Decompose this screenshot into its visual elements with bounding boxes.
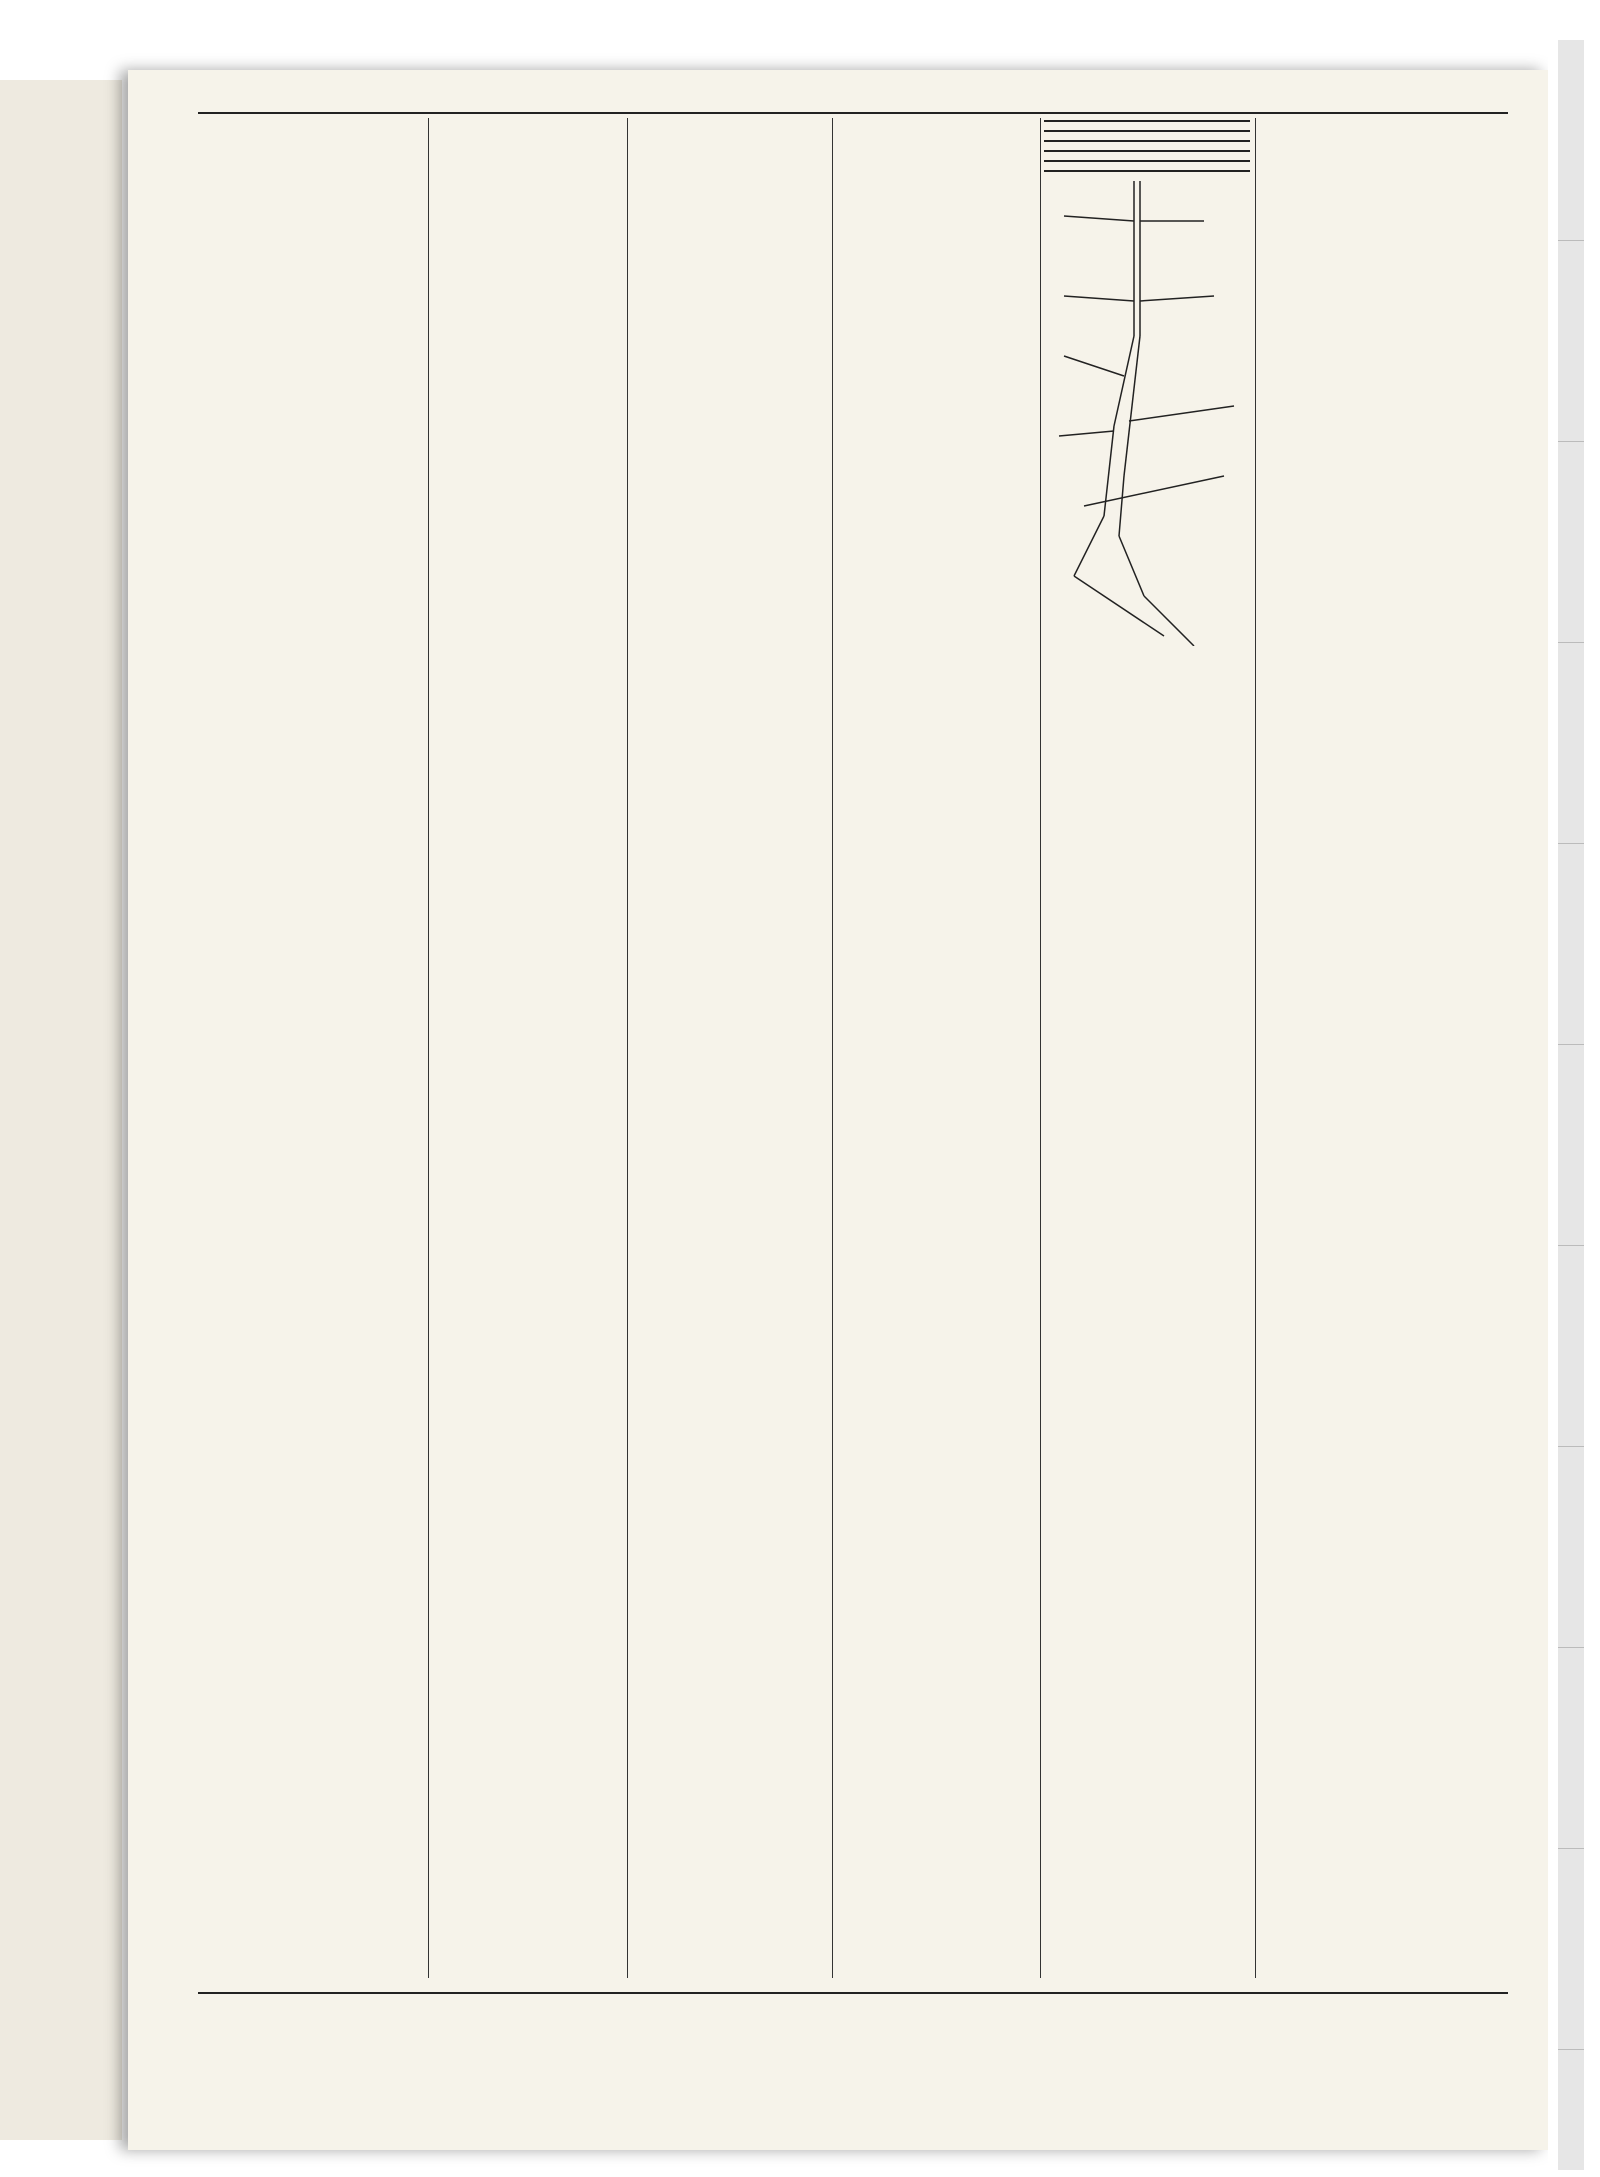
column-divider <box>428 118 429 1978</box>
street-line <box>1074 576 1164 636</box>
street-line <box>1064 296 1134 301</box>
column-3 <box>631 120 827 1980</box>
street-line <box>1059 431 1114 436</box>
street-line <box>1119 536 1144 596</box>
street-crossref-box <box>1044 120 1250 130</box>
street-line <box>1064 216 1134 221</box>
column-divider <box>1040 118 1041 1978</box>
binding-edge <box>1548 0 1600 2177</box>
street-line <box>1124 336 1140 476</box>
previous-page-edge <box>0 80 122 2140</box>
header-rule <box>198 112 1508 114</box>
column-1 <box>200 120 428 1980</box>
column-2 <box>432 120 624 1980</box>
column-4 <box>836 120 1006 1980</box>
page-header <box>198 68 1508 108</box>
street-line <box>1084 476 1224 506</box>
street-line <box>1119 476 1124 536</box>
street-crossref-box <box>1044 160 1250 170</box>
street-line <box>1129 406 1234 421</box>
street-crossref-box <box>1044 150 1250 160</box>
column-6 <box>1259 120 1491 1980</box>
street-line <box>1064 356 1124 376</box>
street-map <box>1044 176 1244 646</box>
street-line <box>1104 426 1114 516</box>
footer-rule <box>198 1992 1508 1994</box>
column-divider <box>627 118 628 1978</box>
column-divider <box>832 118 833 1978</box>
street-line <box>1140 296 1214 301</box>
street-line <box>1144 596 1194 646</box>
street-line <box>1074 516 1104 576</box>
street-crossref-box <box>1044 140 1250 150</box>
column-divider <box>1255 118 1256 1978</box>
column-5 <box>1044 120 1250 1980</box>
street-crossref-box <box>1044 130 1250 140</box>
